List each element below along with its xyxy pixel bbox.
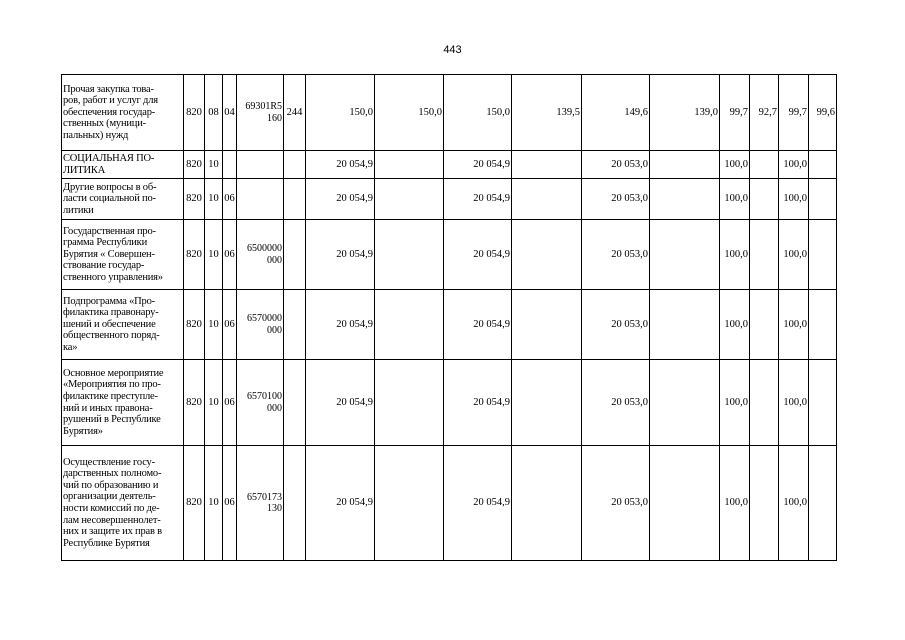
row-name-line: Прочая закупка това- xyxy=(63,83,154,95)
table-row xyxy=(62,290,837,360)
value-cell: 99,7 xyxy=(779,75,809,151)
value-cell xyxy=(650,446,720,561)
expense-type-code xyxy=(284,151,306,179)
row-name-line: Другие вопросы в об- xyxy=(63,181,157,193)
expense-type-code xyxy=(284,446,306,561)
target-article-code-line: 000 xyxy=(267,254,282,266)
target-article-code xyxy=(237,360,284,446)
target-article-code-line: 6500000 xyxy=(247,243,282,254)
target-article-code xyxy=(237,151,284,179)
row-name-line: грамма Республики xyxy=(63,237,147,249)
value-cell xyxy=(750,446,779,561)
value-cell xyxy=(650,290,720,360)
row-name xyxy=(62,75,184,151)
value-cell: 20 054,9 xyxy=(444,179,512,220)
target-article-code xyxy=(237,75,284,151)
subsection-code: 04 xyxy=(223,75,237,151)
table-row xyxy=(62,360,837,446)
value-cell xyxy=(375,446,444,561)
table-row xyxy=(62,75,837,151)
row-name xyxy=(62,151,184,179)
ved-code: 820 xyxy=(184,290,205,360)
row-name-line: ласти социальной по- xyxy=(63,193,156,205)
value-cell: 20 054,9 xyxy=(444,446,512,561)
value-cell xyxy=(750,151,779,179)
value-cell: 100,0 xyxy=(720,179,750,220)
row-name xyxy=(62,360,184,446)
target-article-code xyxy=(237,179,284,220)
value-cell xyxy=(809,446,837,561)
value-cell: 100,0 xyxy=(720,151,750,179)
value-cell: 20 054,9 xyxy=(306,179,375,220)
value-cell xyxy=(375,290,444,360)
value-cell: 99,6 xyxy=(809,75,837,151)
subsection-code: 06 xyxy=(223,290,237,360)
table-row xyxy=(62,151,837,179)
ved-code: 820 xyxy=(184,75,205,151)
value-cell xyxy=(512,290,582,360)
row-name xyxy=(62,179,184,220)
value-cell: 20 053,0 xyxy=(582,290,650,360)
row-name-line: дарственных полномо- xyxy=(63,468,162,480)
value-cell xyxy=(375,360,444,446)
subsection-code: 06 xyxy=(223,179,237,220)
row-name xyxy=(62,446,184,561)
value-cell xyxy=(512,446,582,561)
value-cell xyxy=(750,179,779,220)
ved-code: 820 xyxy=(184,179,205,220)
row-name-line: ний и иных правона- xyxy=(63,402,153,414)
value-cell: 20 053,0 xyxy=(582,360,650,446)
value-cell xyxy=(750,360,779,446)
value-cell: 20 054,9 xyxy=(444,290,512,360)
target-article-code xyxy=(237,290,284,360)
value-cell: 150,0 xyxy=(375,75,444,151)
target-article-code-line: 6570000 xyxy=(247,313,282,324)
row-name-line: филактике преступле- xyxy=(63,390,158,402)
section-code: 10 xyxy=(205,220,223,290)
row-name-line: обеспечения государ- xyxy=(63,106,156,118)
subsection-code: 06 xyxy=(223,360,237,446)
row-name-line: Республике Бурятия xyxy=(63,537,150,549)
value-cell xyxy=(650,179,720,220)
value-cell xyxy=(650,151,720,179)
target-article-code-line: 130 xyxy=(267,503,282,514)
target-article-code xyxy=(237,220,284,290)
value-cell xyxy=(375,151,444,179)
value-cell: 100,0 xyxy=(779,290,809,360)
value-cell xyxy=(650,360,720,446)
row-name-line: ЛИТИКА xyxy=(63,164,106,176)
value-cell: 100,0 xyxy=(720,360,750,446)
subsection-code: 06 xyxy=(223,220,237,290)
value-cell xyxy=(809,290,837,360)
expense-type-code xyxy=(284,220,306,290)
section-code: 10 xyxy=(205,290,223,360)
value-cell xyxy=(750,220,779,290)
row-name-line: филактика правонару- xyxy=(63,307,159,319)
target-article-code-line: 69301R5 xyxy=(245,101,282,112)
expense-type-code: 244 xyxy=(284,75,306,151)
value-cell: 100,0 xyxy=(779,360,809,446)
row-name-line: ров, работ и услуг для xyxy=(63,95,158,107)
value-cell: 20 054,9 xyxy=(306,446,375,561)
value-cell xyxy=(809,179,837,220)
subsection-code: 06 xyxy=(223,446,237,561)
value-cell xyxy=(375,220,444,290)
value-cell: 20 054,9 xyxy=(306,360,375,446)
value-cell: 150,0 xyxy=(444,75,512,151)
value-cell xyxy=(809,151,837,179)
target-article-code-line: 000 xyxy=(267,324,282,336)
table-row xyxy=(62,220,837,290)
target-article-code-line: 6570100 xyxy=(247,391,282,402)
row-name-line: организации деятель- xyxy=(63,491,156,503)
value-cell xyxy=(512,151,582,179)
value-cell: 100,0 xyxy=(779,179,809,220)
row-name-line: СОЦИАЛЬНАЯ ПО- xyxy=(63,152,155,164)
section-code: 10 xyxy=(205,151,223,179)
ved-code: 820 xyxy=(184,151,205,179)
row-name xyxy=(62,220,184,290)
row-name-line: Основное мероприятие xyxy=(63,367,164,379)
value-cell: 20 054,9 xyxy=(306,290,375,360)
value-cell xyxy=(809,220,837,290)
row-name-line: Подпрограмма «Про- xyxy=(63,295,155,307)
section-code: 10 xyxy=(205,179,223,220)
value-cell: 149,6 xyxy=(582,75,650,151)
value-cell: 100,0 xyxy=(720,446,750,561)
row-name-line: ствование государ- xyxy=(63,260,145,272)
value-cell xyxy=(512,360,582,446)
value-cell: 139,0 xyxy=(650,75,720,151)
expense-type-code xyxy=(284,360,306,446)
row-name-line: Бурятия» xyxy=(63,425,103,437)
section-code: 08 xyxy=(205,75,223,151)
value-cell: 100,0 xyxy=(779,446,809,561)
value-cell: 100,0 xyxy=(720,290,750,360)
table-row xyxy=(62,446,837,561)
value-cell xyxy=(512,220,582,290)
ved-code: 820 xyxy=(184,446,205,561)
value-cell: 20 054,9 xyxy=(444,220,512,290)
row-name-line: них и защите их прав в xyxy=(63,526,162,538)
row-name-line: ственного управления» xyxy=(63,271,163,283)
value-cell xyxy=(512,179,582,220)
value-cell: 20 053,0 xyxy=(582,220,650,290)
value-cell: 20 053,0 xyxy=(582,179,650,220)
value-cell: 100,0 xyxy=(779,220,809,290)
row-name-line: ка» xyxy=(63,341,78,353)
value-cell xyxy=(809,360,837,446)
value-cell xyxy=(750,290,779,360)
row-name-line: Государственная про- xyxy=(63,225,156,237)
row-name-line: общественного поряд- xyxy=(63,330,160,342)
value-cell: 92,7 xyxy=(750,75,779,151)
target-article-code-line: 000 xyxy=(267,402,282,414)
target-article-code xyxy=(237,446,284,561)
row-name-line: лам несовершеннолет- xyxy=(63,514,161,526)
value-cell: 100,0 xyxy=(779,151,809,179)
budget-table xyxy=(61,74,837,561)
value-cell: 100,0 xyxy=(720,220,750,290)
row-name-line: рушений в Республике xyxy=(63,414,161,426)
row-name-line: шений и обеспечение xyxy=(63,318,156,330)
ved-code: 820 xyxy=(184,220,205,290)
page-number: 443 xyxy=(443,44,462,56)
row-name-line: ности комиссий по де- xyxy=(63,503,160,514)
expense-type-code xyxy=(284,179,306,220)
table-row xyxy=(62,179,837,220)
row-name xyxy=(62,290,184,360)
section-code: 10 xyxy=(205,446,223,561)
value-cell xyxy=(650,220,720,290)
row-name-line: чий по образованию и xyxy=(63,479,159,491)
value-cell: 20 054,9 xyxy=(306,151,375,179)
value-cell: 99,7 xyxy=(720,75,750,151)
target-article-code-line: 160 xyxy=(267,112,282,124)
value-cell xyxy=(375,179,444,220)
row-name-line: ственных (муници- xyxy=(63,118,146,130)
value-cell: 139,5 xyxy=(512,75,582,151)
value-cell: 20 054,9 xyxy=(444,360,512,446)
section-code: 10 xyxy=(205,360,223,446)
ved-code: 820 xyxy=(184,360,205,446)
value-cell: 20 054,9 xyxy=(306,220,375,290)
row-name-line: литики xyxy=(63,204,94,216)
value-cell: 20 053,0 xyxy=(582,151,650,179)
value-cell: 20 053,0 xyxy=(582,446,650,561)
row-name-line: Бурятия « Совершен- xyxy=(63,248,155,260)
row-name-line: Осуществление госу- xyxy=(63,456,155,468)
row-name-line: «Мероприятия по про- xyxy=(63,379,161,391)
target-article-code-line: 6570173 xyxy=(247,491,282,503)
value-cell: 150,0 xyxy=(306,75,375,151)
subsection-code xyxy=(223,151,237,179)
expense-type-code xyxy=(284,290,306,360)
row-name-line: пальных) нужд xyxy=(63,129,129,141)
value-cell: 20 054,9 xyxy=(444,151,512,179)
